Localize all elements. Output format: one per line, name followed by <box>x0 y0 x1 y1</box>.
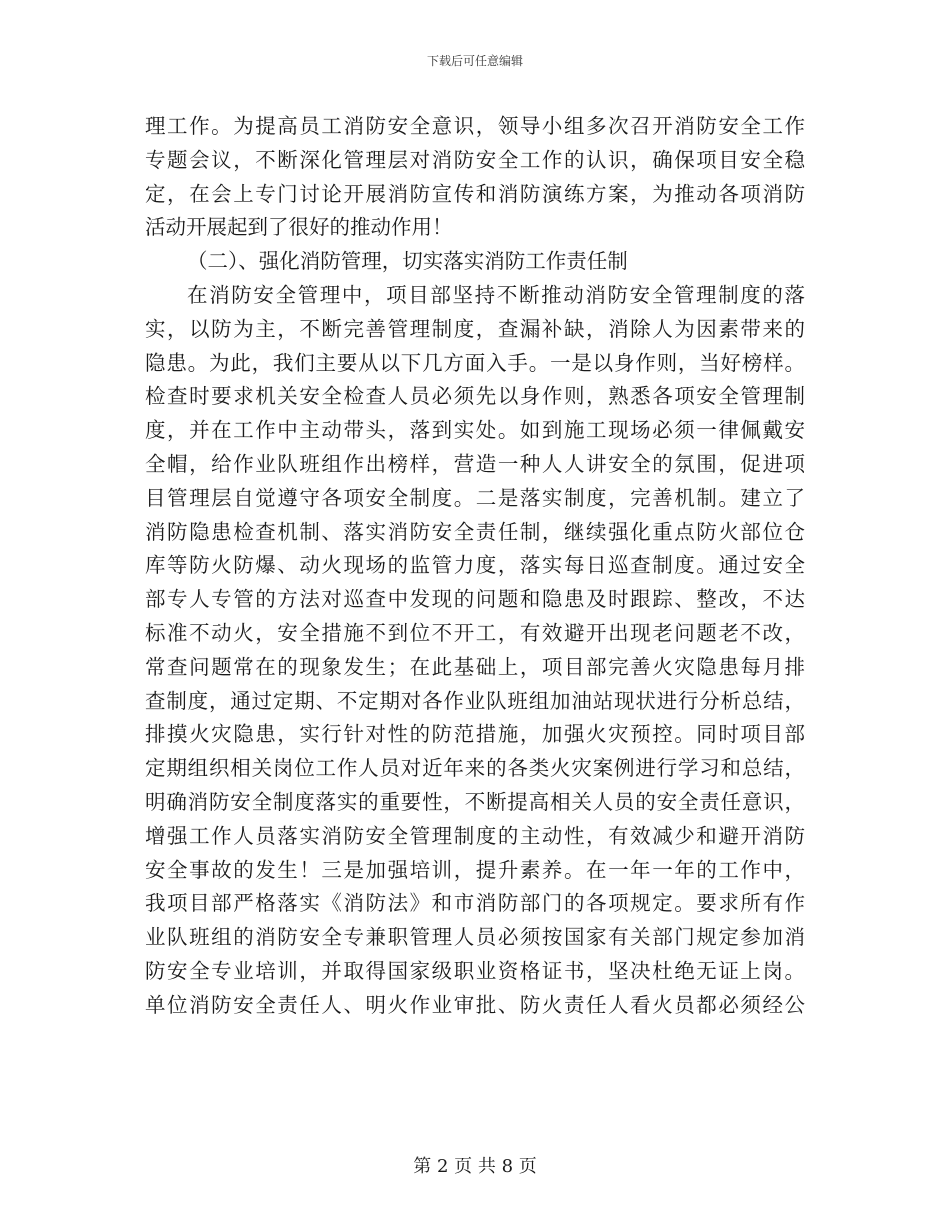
body-line: 库等防火防爆、动火现场的监管力度，落实每日巡查制度。通过安全 <box>145 553 805 578</box>
page-number-footer: 第 2 页 共 8 页 <box>413 1156 537 1177</box>
body-line: 消防隐患检查机制、落实消防安全责任制，继续强化重点防火部位仓 <box>145 519 805 544</box>
body-line: 标准不动火，安全措施不到位不开工，有效避开出现老问题老不改， <box>145 620 805 645</box>
body-line: 防安全专业培训，并取得国家级职业资格证书，坚决杜绝无证上岗。 <box>145 958 805 983</box>
body-line: 全帽，给作业队班组作出榜样，营造一种人人讲安全的氛围，促进项 <box>145 451 805 476</box>
body-line: 明确消防安全制度落实的重要性，不断提高相关人员的安全责任意识， <box>145 789 805 814</box>
page-header-note: 下载后可任意编辑 <box>426 54 523 68</box>
body-line: 增强工作人员落实消防安全管理制度的主动性，有效减少和避开消防 <box>145 823 805 848</box>
body-line: 在消防安全管理中，项目部坚持不断推动消防安全管理制度的落 <box>187 282 805 307</box>
body-line: 业队班组的消防安全专兼职管理人员必须按国家有关部门规定参加消 <box>145 925 805 950</box>
body-line: 查制度，通过定期、不定期对各作业队班组加油站现状进行分析总结， <box>145 688 805 713</box>
document-body <box>145 110 805 1023</box>
body-line: 我项目部严格落实《消防法》和市消防部门的各项规定。要求所有作 <box>145 891 805 916</box>
body-line: 理工作。为提高员工消防安全意识，领导小组多次召开消防安全工作 <box>145 114 805 138</box>
body-line: 隐患。为此，我们主要从以下几方面入手。一是以身作则，当好榜样。 <box>145 350 805 375</box>
body-line: 活动开展起到了很好的推动作用！ <box>145 215 453 240</box>
section-heading: （二）、强化消防管理，切实落实消防工作责任制 <box>187 249 628 274</box>
body-line: 排摸火灾隐患，实行针对性的防范措施，加强火灾预控。同时项目部 <box>145 722 805 747</box>
body-line: 部专人专管的方法对巡查中发现的问题和隐患及时跟踪、整改，不达 <box>145 587 805 612</box>
body-line: 常查问题常在的现象发生；在此基础上，项目部完善火灾隐患每月排 <box>145 654 805 679</box>
body-line: 检查时要求机关安全检查人员必须先以身作则，熟悉各项安全管理制 <box>145 384 805 409</box>
body-line: 定期组织相关岗位工作人员对近年来的各类火灾案例进行学习和总结， <box>145 756 805 781</box>
body-line: 安全事故的发生！三是加强培训，提升素养。在一年一年的工作中， <box>145 857 805 882</box>
body-line: 实，以防为主，不断完善管理制度，查漏补缺，消除人为因素带来的 <box>145 316 805 341</box>
body-line: 单位消防安全责任人、明火作业审批、防火责任人看火员都必须经公 <box>145 992 805 1017</box>
body-line: 目管理层自觉遵守各项安全制度。二是落实制度，完善机制。建立了 <box>145 485 805 510</box>
body-line: 度，并在工作中主动带头，落到实处。如到施工现场必须一律佩戴安 <box>145 418 805 443</box>
body-line: 专题会议，不断深化管理层对消防安全工作的认识，确保项目安全稳 <box>145 147 805 172</box>
body-line: 定，在会上专门讨论开展消防宣传和消防演练方案，为推动各项消防 <box>145 181 805 206</box>
